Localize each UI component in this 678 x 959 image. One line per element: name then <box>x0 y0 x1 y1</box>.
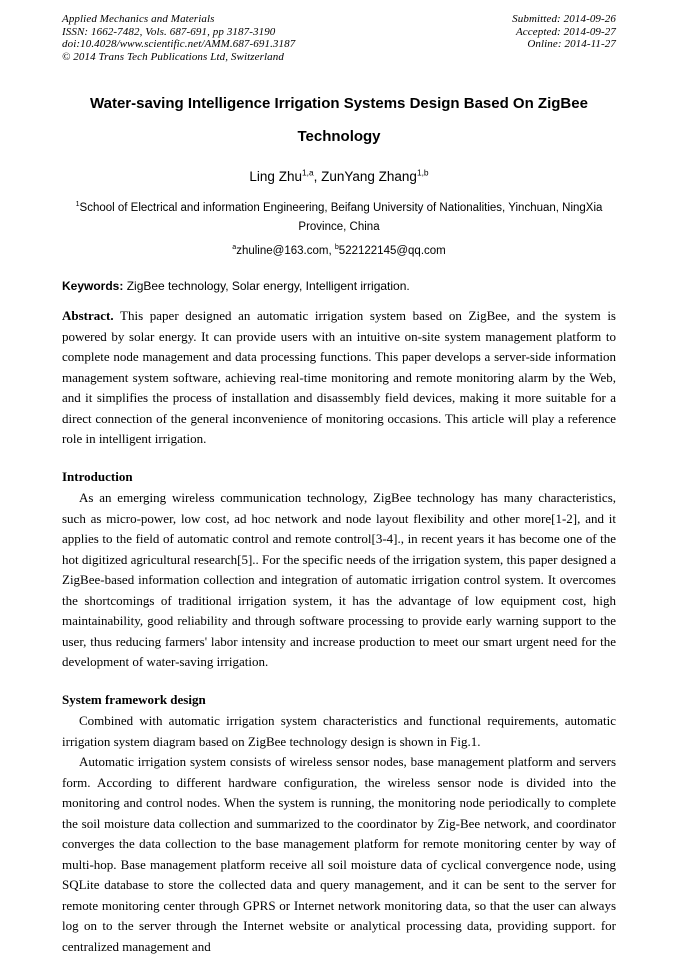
keywords-text: ZigBee technology, Solar energy, Intelligent irrigation. <box>123 279 410 293</box>
email-2: 522122145@qq.com <box>338 245 446 257</box>
section-heading-introduction: Introduction <box>62 468 133 484</box>
affiliation-mark: 1 <box>75 200 80 209</box>
emails-line <box>62 243 616 259</box>
abstract-text: This paper designed an automatic irrigation system based on ZigBee, and the system is powered by solar energy. It can provide users with an intuitive on-site system management platform to complete node management and data processing functions. This paper develops a server-side information management system software, achieving real-time monitoring and remote monitoring alarm by the Web, and it simplifies the process of installation and disassembly field devices, making it more suitable for a direct connection of the general inconvenience of monitoring occasions. This article will play a reference role in intelligent irrigation. <box>62 308 616 446</box>
paper-title-line-1: Water-saving Intelligence Irrigation Systems Design Based On ZigBee <box>90 95 588 112</box>
section-heading-system-framework-design: System framework design <box>62 691 206 707</box>
journal-info <box>62 13 295 63</box>
email-1-mark: a <box>232 243 237 252</box>
author-2-name: ZunYang Zhang <box>321 169 417 184</box>
journal-name: Applied Mechanics and Materials <box>62 13 215 25</box>
journal-doi: doi:10.4028/www.scientific.net/AMM.687-691.3187 <box>62 38 296 50</box>
abstract-paragraph <box>62 306 616 450</box>
submitted-date: Submitted: 2014-09-26 <box>512 13 616 25</box>
keywords-label: Keywords: <box>62 279 124 293</box>
author-1-affiliation-marks: 1,a <box>301 167 314 178</box>
affiliation-line <box>62 199 616 236</box>
paper-title-line-2: Technology <box>297 128 381 145</box>
abstract-label: Abstract. <box>62 308 114 323</box>
journal-copyright: © 2014 Trans Tech Publications Ltd, Switzerland <box>62 50 284 63</box>
journal-issn-volume: ISSN: 1662-7482, Vols. 687-691, pp 3187-3190 <box>62 25 276 38</box>
author-1-name: Ling Zhu <box>249 169 302 184</box>
author-2-affiliation-marks: 1,b <box>416 167 429 178</box>
journal-header <box>62 13 616 63</box>
emails-separator: , <box>328 245 335 257</box>
keywords-line <box>62 278 616 294</box>
submission-dates <box>512 13 616 63</box>
paper-title <box>62 87 616 153</box>
email-2-mark: b <box>334 243 339 252</box>
introduction-paragraph: As an emerging wireless communication technology, ZigBee technology has many characteristics, such as micro-power, low cost, ad hoc network and node layout flexibility and other more[1-2], and it applies to the field of automatic control and remote control[3-4]., in recent years it has become one of the hot digitized agricultural research[5].. For the specific needs of the irrigation system, this paper designed a ZigBee-based information collection and integration of automatic irrigation control system. It overcomes the shortcomings of traditional irrigation system, it has the advantage of low equipment cost, high maintainability, good reliability and through software processing to provide early warning support to the user, thus reducing farmers' labor intensity and increase production to meet our smart urgent need for the development of water-saving irrigation. <box>62 490 616 669</box>
authors-line <box>62 168 616 186</box>
accepted-date: Accepted: 2014-09-27 <box>515 25 616 38</box>
online-date: Online: 2014-11-27 <box>527 38 616 50</box>
authors-separator: , <box>313 169 322 184</box>
system-framework-paragraph-1: Combined with automatic irrigation system characteristics and functional requirements, automatic irrigation system diagram based on ZigBee technology design is shown in Fig.1. <box>62 713 616 749</box>
email-1: zhuline@163.com <box>236 245 329 257</box>
system-framework-paragraph-2: Automatic irrigation system consists of wireless sensor nodes, base management platform and servers form. According to different hardware configuration, the wireless sensor node is divided into the monitoring and control nodes. When the system is running, the monitoring node periodically to complete the soil moisture data collection and summarized to the coordinator by Zig-Bee network, and coordinator converges the data collection to the base management platform for remote monitoring center by way of multi-hop. Base management platform receive all soil moisture data of cyclical convergence node, using SQLite database to store the collected data and query management, and it can be sent to the server for remote monitoring center through GPRS or Internet network monitoring data, so that the user can always log on to the server through the Internet website or analytical processing data, providing support. for centralized management and <box>62 754 616 954</box>
affiliation-text: School of Electrical and information Engineering, Beifang University of Nationalities, Yinchuan, NingXia Province, China <box>79 202 603 233</box>
